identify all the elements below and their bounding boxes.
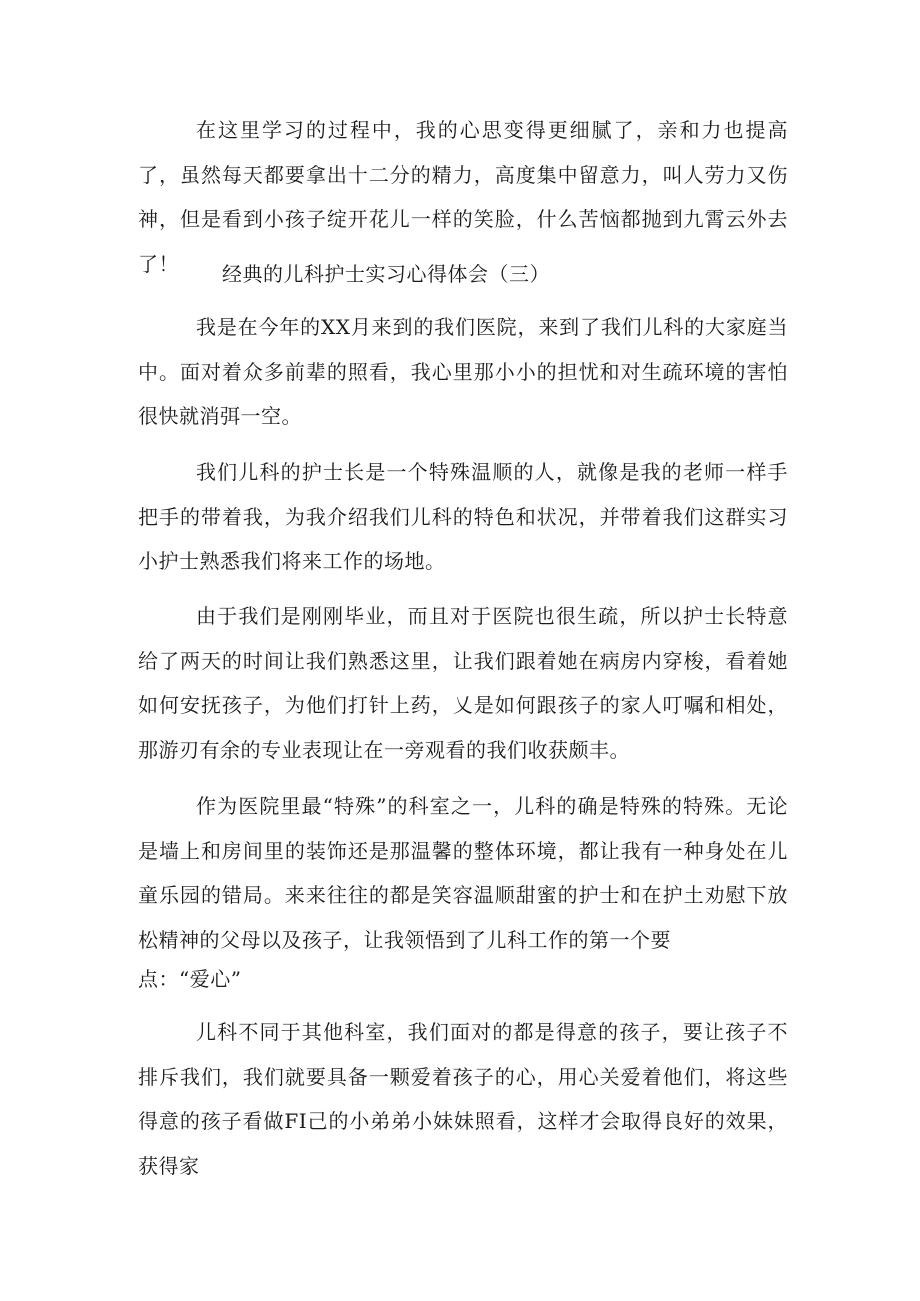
paragraph-6: 儿科不同于其他科室，我们面对的都是得意的孩子，要让孩子不排斥我们，我们就要具备一颗爱着孩子的心，用心关爱着他们，将这些得意的孩子看做FI己的小弟弟小妹妹照看，这样才会取得良好的效果，获得家	[138, 1020, 788, 1178]
paragraph-1: 在这里学习的过程中，我的心思变得更细腻了，亲和力也提高了，虽然每天都要拿出十二分的精力，高度集中留意力，叫人劳力又伤神，但是看到小孩子绽开花儿一样的笑脸，什么苦恼都抛到九霄云外去了！	[138, 118, 788, 276]
paragraph-5-tail: 点：“爱心”	[138, 967, 242, 991]
paragraph-5-body: 作为医院里最“特殊”的科室之一，儿科的确是特殊的特殊。无论是墙上和房间里的装饰还是那温馨的整体环境，都让我有一种身处在儿童乐园的错局。来来往往的都是笑容温顺甜蜜的护士和在护土劝慰下放松精神的父母以及孩子，让我领悟到了儿科工作的第一个要	[138, 794, 788, 952]
paragraph-5	[138, 784, 788, 996]
paragraph-4: 由于我们是刚刚毕业，而且对于医院也很生疏，所以护士长特意给了两天的时间让我们熟悉这里，让我们跟着她在病房内穿梭，看着她如何安抚孩子，为他们打针上药，乂是如何跟孩子的家人叮嘱和相处，那游刃有余的专业表现让在一旁观看的我们收获颇丰。	[138, 604, 788, 762]
paragraph-2: 我是在今年的XX月来到的我们医院，来到了我们儿科的大家庭当中。面对着众多前辈的照看，我心里那小小的担忧和对生疏环境的害怕很快就消弭一空。	[138, 315, 788, 428]
section-heading: 经典的儿科护士实习心得体会（三）	[222, 262, 550, 286]
paragraph-3: 我们儿科的护士长是一个特殊温顺的人，就像是我的老师一样手把手的带着我，为我介绍我们儿科的特色和状况，并带着我们这群实习小护士熟悉我们将来工作的场地。	[138, 460, 788, 573]
